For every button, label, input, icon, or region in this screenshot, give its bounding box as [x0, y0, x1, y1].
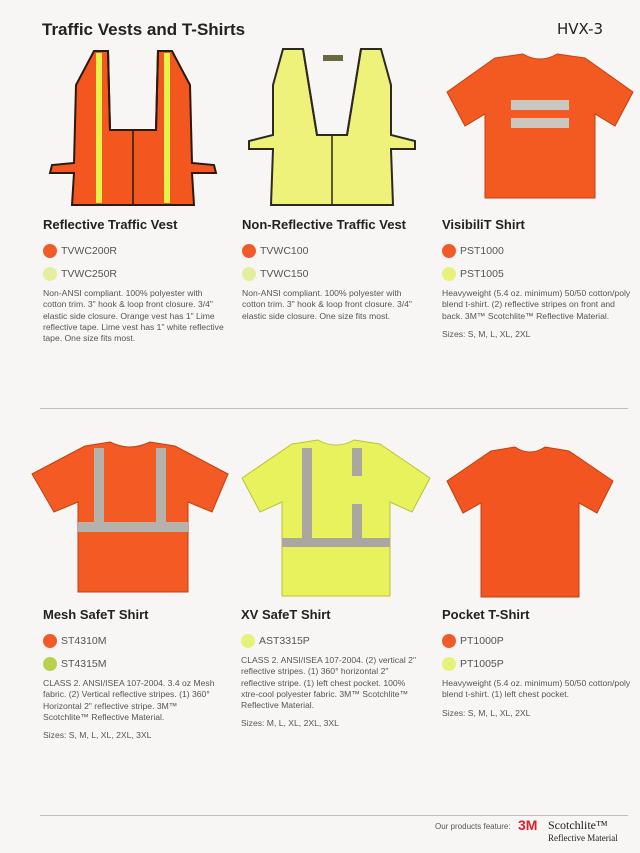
variant-sku: TVWC250R [61, 268, 118, 280]
variant-sku: PT1000P [460, 635, 504, 647]
product-sizes: Sizes: S, M, L, XL, 2XL [442, 707, 531, 718]
product-description: Heavyweight (5.4 oz. minimum) 50/50 cotton/poly blend t-shirt. (1) left chest pocket. [442, 678, 631, 700]
variant-sku: AST3315P [259, 635, 310, 647]
product-sizes: Sizes: S, M, L, XL, 2XL [442, 328, 531, 339]
color-swatch [242, 267, 256, 281]
variant-row [43, 265, 243, 283]
product-description: Non-ANSI compliant. 100% polyester with cotton trim. 3" hook & loop front closure. 3/4" elastic side closure. One size fits most. [242, 288, 412, 321]
product-name: Mesh SafeT Shirt [43, 607, 149, 622]
variant-sku: PST1005 [460, 268, 504, 280]
variant-sku: TVWC200R [61, 245, 118, 257]
color-swatch [442, 267, 456, 281]
product-sizes: Sizes: S, M, L, XL, 2XL, 3XL [43, 730, 152, 741]
variant-row [442, 242, 640, 260]
color-swatch [242, 244, 256, 258]
variant-sku: PT1005P [460, 658, 504, 670]
product-name: Non-Reflective Traffic Vest [242, 217, 406, 232]
color-swatch [43, 244, 57, 258]
color-swatch [442, 634, 456, 648]
product-name: XV SafeT Shirt [241, 607, 331, 622]
product-description: Non-ANSI compliant. 100% polyester with cotton trim. 3" hook & loop front closure. 3/4" elastic side closure. Orange vest has 1" Lime reflective tape. Lime vest has 1" white reflective tape. One size fits most. [43, 288, 224, 344]
visibilit-shirt-image [445, 52, 635, 202]
color-swatch [43, 634, 57, 648]
color-swatch [43, 267, 57, 281]
non-reflective-vest-image [247, 45, 417, 210]
mesh-safet-shirt-image [30, 440, 230, 595]
variant-row [242, 265, 442, 283]
scotchlite-wordmark: Scotchlite™ [548, 818, 608, 832]
product-pocket-t-shirt [442, 607, 640, 718]
product-name: VisibiliT Shirt [442, 217, 525, 232]
product-description: Heavyweight (5.4 oz. minimum) 50/50 cotton/poly blend t-shirt. (2) reflective stripes on front and back. 3M™ Scotchlite™ Reflective Material. [442, 288, 631, 321]
variant-row [442, 655, 640, 673]
variant-sku: ST4315M [61, 658, 107, 670]
reflective-vest-image [48, 45, 218, 210]
variant-row [43, 655, 243, 673]
footer-rule [40, 815, 628, 816]
product-description: CLASS 2. ANSI/ISEA 107-2004. (2) vertical 2" reflective stripes. (1) 360° horizontal 2" reflective stripe. (1) left chest pocket. 100% xtre-cool polyester fabric. 3M™ Scotchlite™ Reflective Material. [241, 655, 417, 711]
variant-row [242, 242, 442, 260]
page-title: Traffic Vests and T-Shirts [42, 20, 246, 39]
variant-row [43, 242, 243, 260]
product-non-reflective-traffic-vest [242, 217, 442, 322]
color-swatch [442, 244, 456, 258]
variant-sku: TVWC150 [260, 268, 309, 280]
page-code: HVX-3 [557, 20, 604, 38]
color-swatch [241, 634, 255, 648]
variant-sku: ST4310M [61, 635, 107, 647]
3m-logo: 3M [518, 817, 538, 833]
product-reflective-traffic-vest [43, 217, 243, 344]
product-visibilit-shirt [442, 217, 640, 339]
variant-sku: TVWC100 [260, 245, 309, 257]
color-swatch [43, 657, 57, 671]
variant-row [241, 632, 441, 650]
xv-safet-shirt-image [240, 438, 432, 598]
product-sizes: Sizes: M, L, XL, 2XL, 3XL [241, 718, 339, 729]
product-name: Pocket T-Shirt [442, 607, 530, 622]
product-name: Reflective Traffic Vest [43, 217, 178, 232]
variant-row [442, 632, 640, 650]
section-divider [40, 408, 628, 409]
variant-row [442, 265, 640, 283]
variant-row [43, 632, 243, 650]
pocket-t-shirt-image [445, 445, 615, 600]
reflective-material-label: Reflective Material [548, 833, 618, 843]
product-mesh-safet-shirt [43, 607, 243, 740]
product-xv-safet-shirt [241, 607, 441, 728]
product-description: CLASS 2. ANSI/ISEA 107-2004. 3.4 oz Mesh fabric. (2) Vertical reflective stripes. (1) 360° Horizontal 2" reflective stripe. 3M™ Scotchlite™ Reflective Material. [43, 678, 215, 722]
variant-sku: PST1000 [460, 245, 504, 257]
color-swatch [442, 657, 456, 671]
footer-note: Our products feature: [435, 822, 511, 831]
